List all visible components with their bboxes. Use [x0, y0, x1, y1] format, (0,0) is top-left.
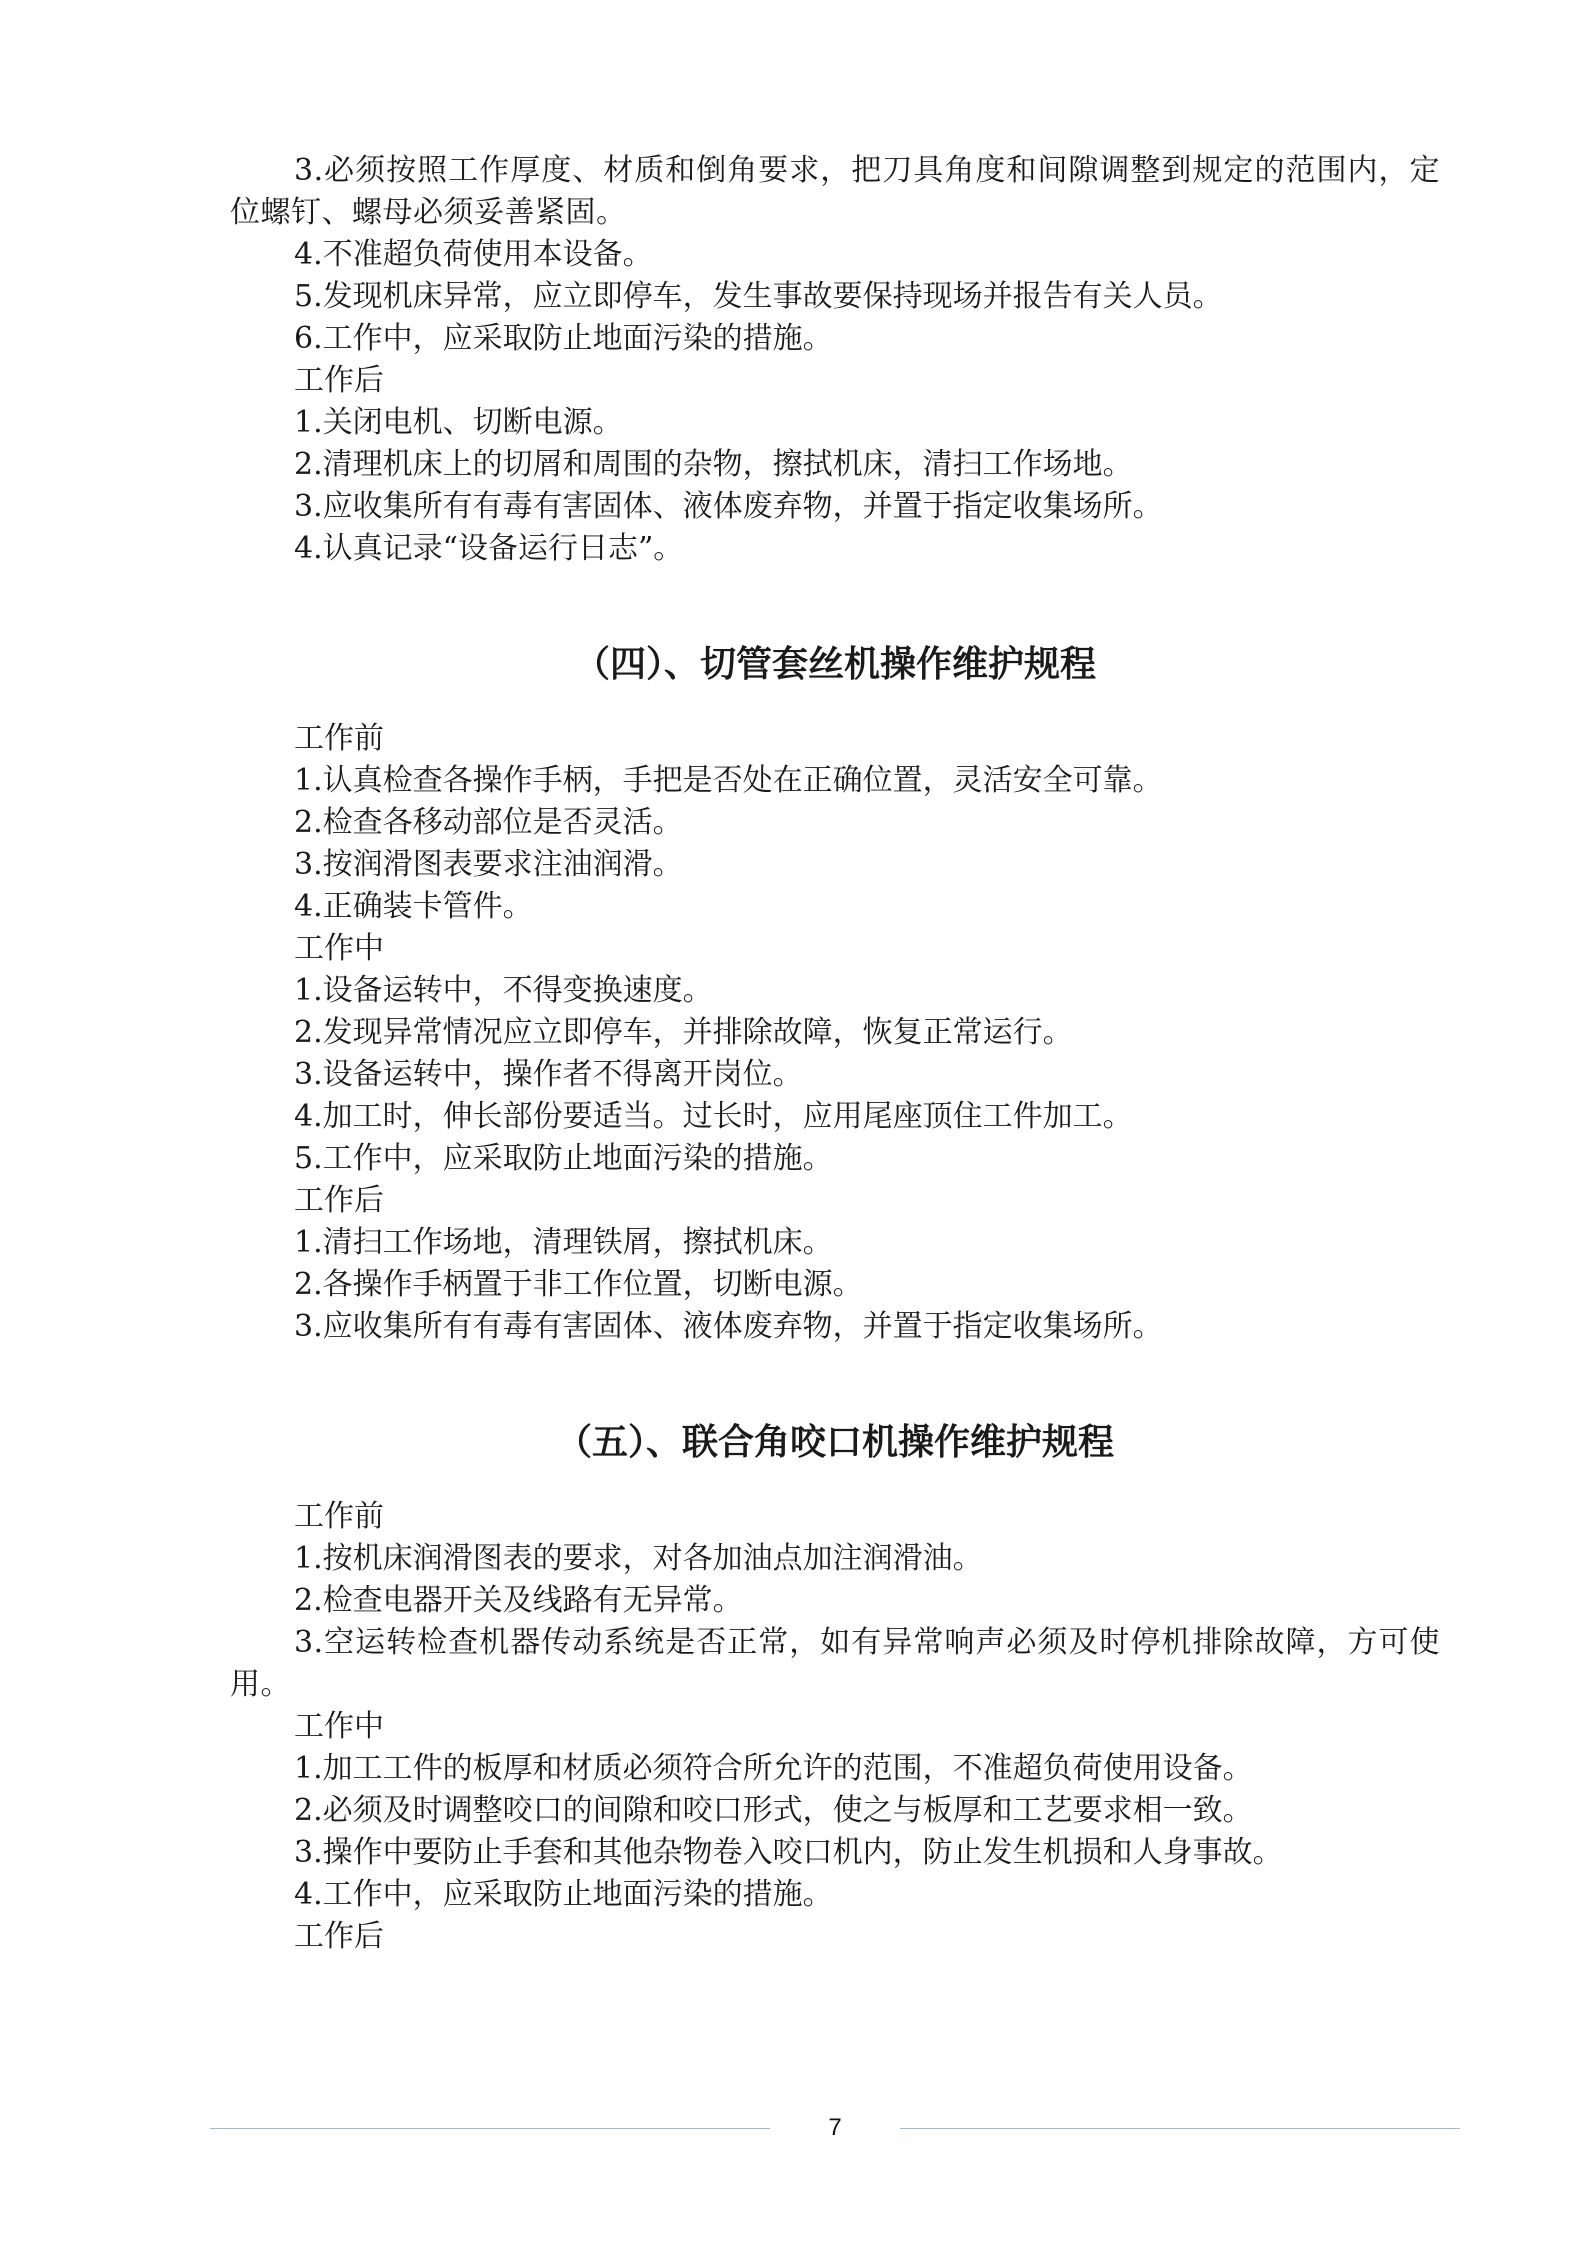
list-item: 2.发现异常情况应立即停车，并排除故障，恢复正常运行。 [294, 1015, 1073, 1050]
list-item: 5.发现机床异常，应立即停车，发生事故要保持现场并报告有关人员。 [294, 279, 1223, 314]
list-item: 2.检查各移动部位是否灵活。 [294, 805, 683, 840]
list-item: 1.按机床润滑图表的要求，对各加油点加注润滑油。 [294, 1541, 983, 1576]
list-item: 3.按润滑图表要求注油润滑。 [294, 847, 683, 882]
list-item: 3.应收集所有有毒有害固体、液体废弃物，并置于指定收集场所。 [294, 489, 1163, 524]
subsection-label-after-work: 工作后 [294, 363, 384, 398]
list-item: 4.工作中，应采取防止地面污染的措施。 [294, 1877, 833, 1912]
subsection-label-during-work: 工作中 [294, 931, 384, 966]
footer-rule-right [900, 2128, 1460, 2129]
list-item: 4.不准超负荷使用本设备。 [294, 237, 653, 272]
list-item: 2.清理机床上的切屑和周围的杂物，擦拭机床，清扫工作场地。 [294, 447, 1133, 482]
list-item: 3.应收集所有有毒有害固体、液体废弃物，并置于指定收集场所。 [294, 1309, 1163, 1344]
paragraph-before-item-3: 3.空运转检查机器传动系统是否正常，如有异常响声必须及时停机排除故障，方可使用。 [230, 1625, 1440, 1702]
list-item: 6.工作中，应采取防止地面污染的措施。 [294, 321, 833, 356]
list-item: 1.清扫工作场地，清理铁屑，擦拭机床。 [294, 1225, 833, 1260]
list-item: 1.加工工件的板厚和材质必须符合所允许的范围，不准超负荷使用设备。 [294, 1751, 1253, 1786]
list-item: 1.认真检查各操作手柄，手把是否处在正确位置，灵活安全可靠。 [294, 763, 1163, 798]
list-item: 3.操作中要防止手套和其他杂物卷入咬口机内，防止发生机损和人身事故。 [294, 1835, 1283, 1870]
list-item: 2.检查电器开关及线路有无异常。 [294, 1583, 743, 1618]
list-item: 1.设备运转中，不得变换速度。 [294, 973, 713, 1008]
document-body [230, 150, 1440, 1958]
subsection-label-during-work: 工作中 [294, 1709, 384, 1744]
subsection-label-before-work: 工作前 [294, 721, 384, 756]
subsection-label-before-work: 工作前 [294, 1499, 384, 1534]
list-item: 4.加工时，伸长部份要适当。过长时，应用尾座顶住工件加工。 [294, 1099, 1133, 1134]
list-item: 1.关闭电机、切断电源。 [294, 405, 623, 440]
list-item: 4.正确装卡管件。 [294, 889, 533, 924]
list-item: 4.认真记录“设备运行日志”。 [294, 531, 684, 566]
section-heading-5: （五）、联合角咬口机操作维护规程 [555, 1421, 1114, 1463]
footer-rule-left [210, 2128, 770, 2129]
section-heading-4: （四）、切管套丝机操作维护规程 [573, 643, 1096, 685]
subsection-label-after-work: 工作后 [294, 1183, 384, 1218]
list-item: 2.各操作手柄置于非工作位置，切断电源。 [294, 1267, 863, 1302]
subsection-label-after-work: 工作后 [294, 1919, 384, 1954]
page-footer [210, 2108, 1460, 2148]
list-item: 3.设备运转中，操作者不得离开岗位。 [294, 1057, 803, 1092]
page-number: 7 [828, 2114, 842, 2141]
list-item: 5.工作中，应采取防止地面污染的措施。 [294, 1141, 833, 1176]
paragraph-continued-item-3: 3.必须按照工作厚度、材质和倒角要求，把刀具角度和间隙调整到规定的范围内，定位螺钉、螺母必须妥善紧固。 [230, 153, 1440, 230]
list-item: 2.必须及时调整咬口的间隙和咬口形式，使之与板厚和工艺要求相一致。 [294, 1793, 1253, 1828]
